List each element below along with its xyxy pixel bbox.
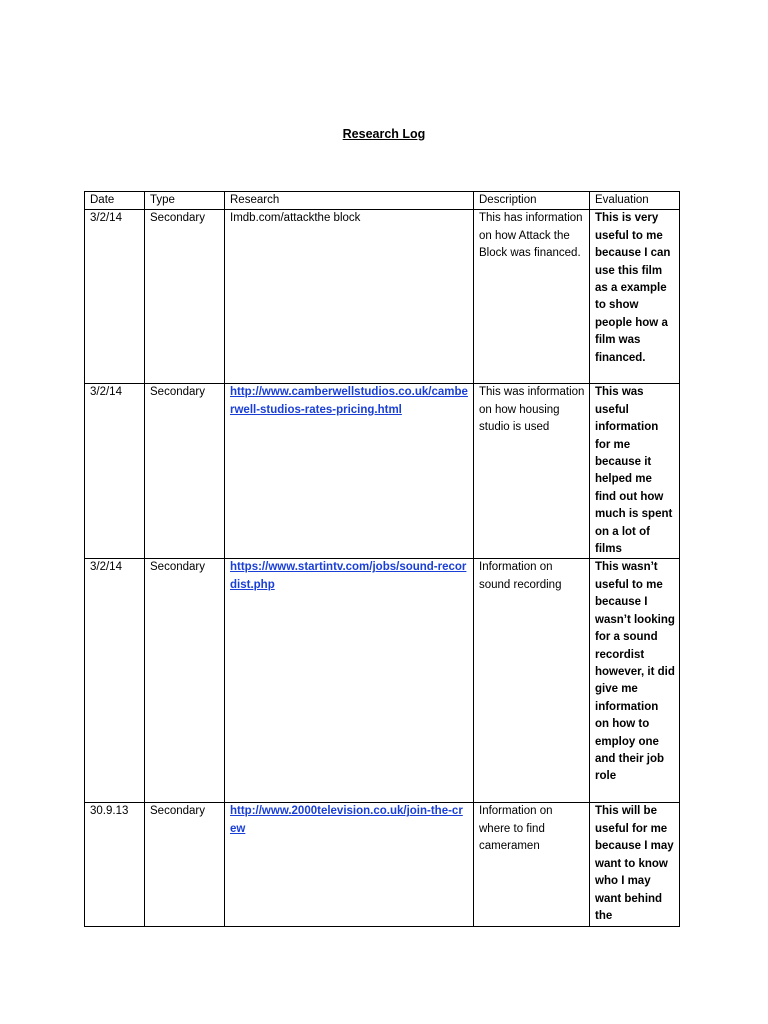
cell-type: Secondary [145, 803, 225, 927]
header-date: Date [85, 192, 145, 210]
header-description: Description [474, 192, 590, 210]
cell-date: 3/2/14 [85, 210, 145, 384]
table-row [85, 803, 680, 927]
cell-evaluation: This was useful information for me because it helped me find out how much is spent on a lot of films [590, 384, 680, 559]
research-link[interactable]: http://www.2000television.co.uk/join-the-crew [230, 805, 463, 835]
cell-type: Secondary [145, 384, 225, 559]
research-log-table [84, 191, 680, 927]
table-row [85, 384, 680, 559]
cell-research: Imdb.com/attackthe block [225, 210, 474, 384]
table-row [85, 210, 680, 384]
table-row [85, 559, 680, 803]
header-type: Type [145, 192, 225, 210]
cell-evaluation: This will be useful for me because I may want to know who I may want behind the [590, 803, 680, 927]
header-research: Research [225, 192, 474, 210]
research-link[interactable]: https://www.startintv.com/jobs/sound-recordist.php [230, 561, 467, 591]
cell-research [225, 384, 474, 559]
header-evaluation: Evaluation [590, 192, 680, 210]
cell-evaluation: This wasn’t useful to me because I wasn’t looking for a sound recordist however, it did give me information on how to employ one and their job role [590, 559, 680, 803]
cell-description: This was information on how housing studio is used [474, 384, 590, 559]
cell-description: Information on sound recording [474, 559, 590, 803]
cell-evaluation: This is very useful to me because I can use this film as a example to show people how a film was financed. [590, 210, 680, 384]
cell-type: Secondary [145, 559, 225, 803]
cell-type: Secondary [145, 210, 225, 384]
cell-date: 30.9.13 [85, 803, 145, 927]
research-link[interactable]: http://www.camberwellstudios.co.uk/camberwell-studios-rates-pricing.html [230, 386, 468, 416]
cell-research [225, 559, 474, 803]
cell-date: 3/2/14 [85, 384, 145, 559]
cell-description: Information on where to find cameramen [474, 803, 590, 927]
cell-research [225, 803, 474, 927]
cell-date: 3/2/14 [85, 559, 145, 803]
cell-description: This has information on how Attack the Block was financed. [474, 210, 590, 384]
table-header-row [85, 192, 680, 210]
page-title: Research Log [342, 127, 426, 141]
